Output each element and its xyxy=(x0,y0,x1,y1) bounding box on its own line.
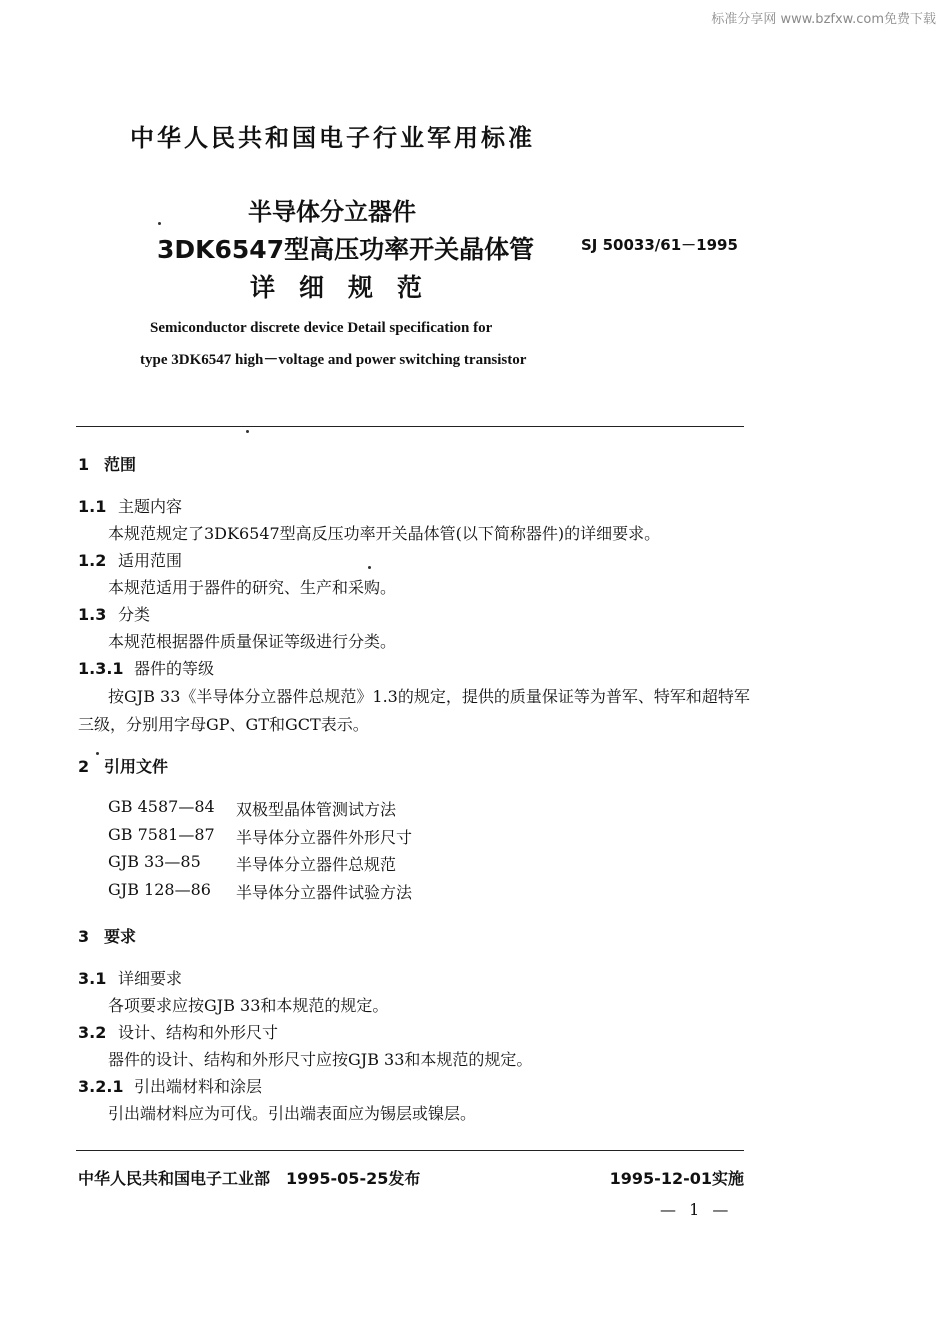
section-title: 分类 xyxy=(118,605,151,624)
title-line-3: 详细规范 xyxy=(250,273,447,302)
header-divider xyxy=(76,426,744,427)
section-1-3-1-text-line-2: 三级，分别用字母GP、GT和GCT表示。 xyxy=(78,715,369,734)
title-line-2: 3DK6547型高压功率开关晶体管 xyxy=(157,235,535,264)
scan-speck xyxy=(368,566,371,569)
reference-title-4: 半导体分立器件试验方法 xyxy=(236,883,413,902)
section-1-heading xyxy=(78,452,136,475)
scan-speck xyxy=(158,222,161,225)
issuer-and-publish-date: 中华人民共和国电子工业部 1995-05-25发布 xyxy=(78,1169,421,1188)
section-title: 要求 xyxy=(104,927,137,946)
section-1-1-heading xyxy=(78,494,182,517)
standard-organization: 中华人民共和国电子行业军用标准 xyxy=(130,124,535,152)
effective-date: 1995-12-01实施 xyxy=(609,1169,744,1188)
section-number: 1 xyxy=(78,455,90,474)
section-number: 1.3 xyxy=(78,605,107,624)
watermark-text: 标准分享网 www.bzfxw.com免费下载 xyxy=(711,12,936,27)
reference-code-3: GJB 33—85 xyxy=(108,852,201,871)
section-title: 主题内容 xyxy=(118,497,183,516)
footer-divider xyxy=(76,1150,744,1151)
section-3-1-text: 各项要求应按GJB 33和本规范的规定。 xyxy=(108,996,389,1015)
page-number: — 1 — xyxy=(660,1200,733,1219)
english-title-line-1: Semiconductor discrete device Detail specification for xyxy=(150,320,493,336)
section-1-1-text: 本规范规定了3DK6547型高反压功率开关晶体管(以下简称器件)的详细要求。 xyxy=(108,524,661,543)
section-title: 适用范围 xyxy=(118,551,183,570)
section-number: 3.2.1 xyxy=(78,1077,124,1096)
scan-speck xyxy=(96,752,99,755)
section-1-3-text: 本规范根据器件质量保证等级进行分类。 xyxy=(108,632,397,651)
english-title-line-2: type 3DK6547 high－voltage and power switching transistor xyxy=(140,352,527,368)
reference-title-2: 半导体分立器件外形尺寸 xyxy=(236,828,413,847)
section-3-heading xyxy=(78,924,136,947)
section-1-3-1-heading xyxy=(78,656,214,679)
section-title: 设计、结构和外形尺寸 xyxy=(118,1023,279,1042)
section-3-1-heading xyxy=(78,966,182,989)
section-title: 引用文件 xyxy=(104,757,169,776)
section-number: 3 xyxy=(78,927,90,946)
section-number: 3.1 xyxy=(78,969,107,988)
section-number: 2 xyxy=(78,757,90,776)
reference-title-1: 双极型晶体管测试方法 xyxy=(236,800,397,819)
section-number: 1.2 xyxy=(78,551,107,570)
section-1-3-1-text-line-1: 按GJB 33《半导体分立器件总规范》1.3的规定，提供的质量保证等为普军、特军和超特军 xyxy=(108,687,750,706)
section-1-2-text: 本规范适用于器件的研究、生产和采购。 xyxy=(108,578,397,597)
section-1-2-heading xyxy=(78,548,182,571)
section-2-heading xyxy=(78,754,168,777)
section-number: 3.2 xyxy=(78,1023,107,1042)
section-title: 详细要求 xyxy=(118,969,183,988)
reference-code-2: GB 7581—87 xyxy=(108,825,215,844)
section-title: 范围 xyxy=(104,455,137,474)
reference-title-3: 半导体分立器件总规范 xyxy=(236,855,397,874)
section-3-2-text: 器件的设计、结构和外形尺寸应按GJB 33和本规范的规定。 xyxy=(108,1050,533,1069)
section-title: 器件的等级 xyxy=(134,659,215,678)
section-3-2-1-text: 引出端材料应为可伐。引出端表面应为锡层或镍层。 xyxy=(108,1104,477,1123)
reference-code-1: GB 4587—84 xyxy=(108,797,215,816)
section-number: 1.1 xyxy=(78,497,107,516)
reference-code-4: GJB 128—86 xyxy=(108,880,211,899)
section-3-2-heading xyxy=(78,1020,278,1043)
section-title: 引出端材料和涂层 xyxy=(134,1077,263,1096)
section-number: 1.3.1 xyxy=(78,659,124,678)
section-1-3-heading xyxy=(78,602,150,625)
scan-speck xyxy=(246,430,249,433)
section-3-2-1-heading xyxy=(78,1074,262,1097)
standard-number: SJ 50033/61－1995 xyxy=(581,236,738,254)
title-line-1: 半导体分立器件 xyxy=(248,198,416,226)
